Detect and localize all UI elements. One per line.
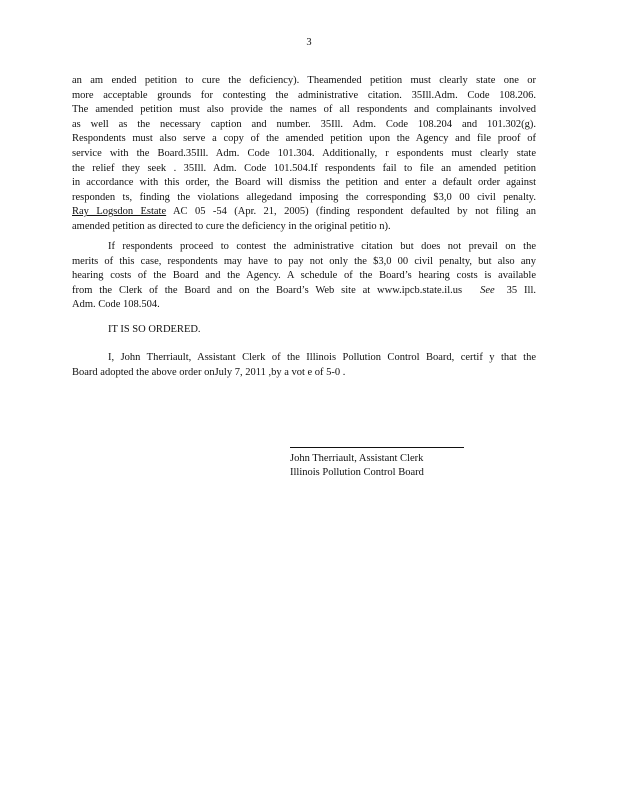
paragraph-hearing-costs — [72, 240, 536, 313]
text-line: an am ended petition to cure the deficiency). Theamended petition must clearly state one or — [72, 75, 536, 86]
see-signal: See — [480, 284, 495, 296]
text-line: Adm. Code 108.504. — [72, 299, 160, 311]
signature-name: John Therriault, Assistant Clerk — [290, 453, 424, 464]
signature-org: Illinois Pollution Control Board — [290, 467, 424, 478]
paragraph-deficiency — [72, 74, 536, 235]
text-line-citation — [72, 205, 536, 220]
text-line: in accordance with this order, the Board will dismiss the petition and enter a default order against — [72, 177, 536, 189]
page-number: 3 — [306, 37, 312, 48]
text-line: service with the Board.35Ill. Adm. Code 101.304. Additionally, r espondents must clearly state — [72, 147, 536, 159]
text-line: Board adopted the above order onJuly 7, 2011 ,by a vot e of 5-0 . — [72, 366, 346, 378]
text-line: the relief they seek . 35Ill. Adm. Code 101.504.If respondents fail to file an amended petition — [72, 162, 536, 174]
case-name: Ray Logsdon Estate — [72, 206, 167, 218]
text-line: merits of this case, respondents may have to pay not only the $3,0 00 civil penalty, but also any — [72, 255, 536, 267]
text-line: The amended petition must also provide the names of all respondents and complainants involved — [72, 104, 536, 116]
text-line: amended petition as directed to cure the deficiency in the original petitio n). — [72, 220, 391, 232]
text-line-website — [72, 284, 536, 299]
signature-line — [290, 447, 464, 448]
text-line: I, John Therriault, Assistant Clerk of the Illinois Pollution Control Board, certif y that the — [108, 352, 536, 363]
order-statement — [72, 323, 536, 338]
text-line: more acceptable grounds for contesting the administrative citation. 35Ill.Adm. Code 108.206. — [72, 89, 536, 101]
code-text: 35 Ill. — [506, 284, 536, 296]
text-line: If respondents proceed to contest the administrative citation but does not prevail on the — [108, 241, 536, 252]
text-line: hearing costs of the Board and the Agency. A schedule of the Board’s hearing costs is available — [72, 270, 536, 282]
paragraph-certification — [72, 351, 536, 380]
website-text: from the Clerk of the Board and on the Board’s Web site at www.ipcb.state.il.us — [72, 284, 463, 296]
text-line: Respondents must also serve a copy of the amended petition upon the Agency and file proof of — [72, 133, 536, 145]
text-line: as well as the necessary caption and number. 35Ill. Adm. Code 108.204 and 101.302(g). — [72, 118, 536, 130]
text-line: responden ts, finding the violations allegedand imposing the corresponding $3,0 00 civil penalty. — [72, 191, 536, 203]
order-line: IT IS SO ORDERED. — [108, 324, 201, 335]
citation-text: AC 05 -54 (Apr. 21, 2005) (finding respondent defaulted by not filing an — [166, 206, 536, 218]
